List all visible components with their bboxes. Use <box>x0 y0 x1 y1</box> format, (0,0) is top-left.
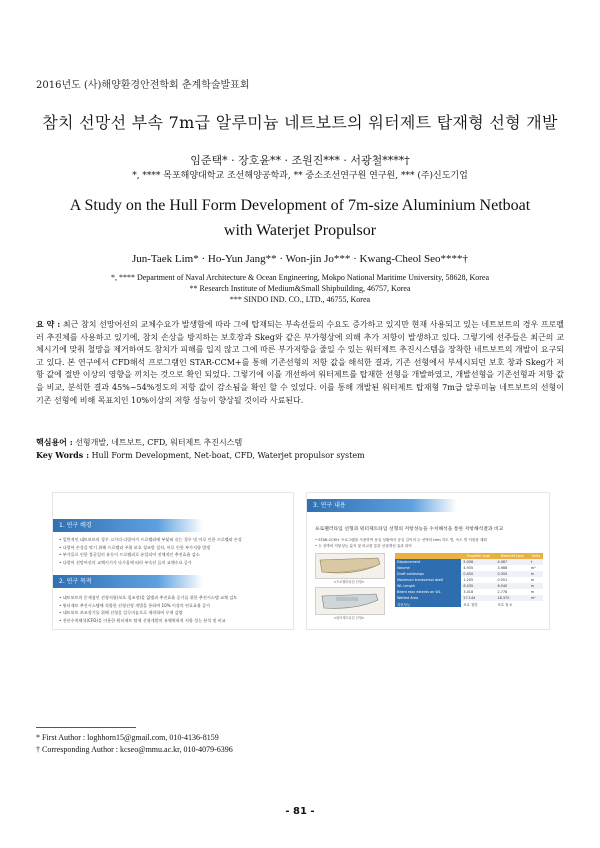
page-number: - 81 - <box>285 806 315 817</box>
list-item: • 부가물로 인한 불균일의 유동이 프로펠러로 유입되어 전체적인 추진효율 감소 <box>59 551 289 559</box>
waterjet-hull-caption: <워터제트타입 선형> <box>333 616 365 620</box>
table-cell: 보호 철 X <box>497 602 512 607</box>
table-cell: 4.087 <box>495 559 528 565</box>
section-2-list <box>59 594 289 624</box>
keywords-english-text: Hull Form Development, Net-boat, CFD, Waterjet propulsor system <box>91 451 365 460</box>
table-cell: 18.370 <box>495 595 528 601</box>
table-cell: 6.435 <box>461 583 495 589</box>
table-cell: 6.540 <box>495 583 528 589</box>
table-cell: Maximum transversal draft <box>395 577 461 583</box>
table-cell: 4.935 <box>463 566 474 570</box>
english-title-line-1: A Study on the Hull Form Development of 7m-size Aluminium Netboat <box>69 197 531 214</box>
section-1-list <box>59 536 289 566</box>
affiliation-3: *** SINDO IND. CO., LTD., 46755, Korea <box>229 295 371 304</box>
table-cell: Volume <box>395 565 461 571</box>
poster-panel-research-content <box>306 492 550 630</box>
section-1-title: 1. 연구 배경 <box>53 519 203 532</box>
abstract-label: 요 약 : <box>36 319 61 329</box>
poster-panel-background-purpose <box>52 492 294 630</box>
table-cell <box>529 601 543 607</box>
english-affiliations <box>0 272 600 305</box>
table-cell: 1.205 <box>463 578 474 582</box>
korean-title: 참치 선망선 부속 7m급 알루미늄 네트보트의 워터제트 탑재형 선형 개발 <box>42 113 558 132</box>
english-title-line-2: with Waterjet Propulsor <box>223 222 377 239</box>
propeller-hull-caption: <프로펠러타입 선형> <box>333 580 365 584</box>
table-cell: 3.018 <box>463 590 474 594</box>
list-item: • 일반적인 네트보트의 경우 고가의 다랑어가 프로펠러에 부딪혀 죽는 경우 및 이로 인한 프로펠러 손상 <box>59 536 289 544</box>
research-bullet: • STAR-CCM+ 프로그램을 사용하여 동일 상황에서 동일 길이의 두 선박의 trim 각도 별, 속도 별 저항을 계획 <box>315 537 487 543</box>
table-cell: 3.988 <box>497 566 508 570</box>
table-cell: 저항성능 <box>395 601 461 607</box>
table-cell: 0.350 <box>495 571 528 577</box>
korean-affiliations: *, **** 목포해양대학교 조선해양공학과, ** 중소조선연구원 연구원, *** (주)신도기업 <box>132 171 468 181</box>
korean-authors: 임준택* · 장호윤** · 조원진*** · 서광철****† <box>190 154 410 167</box>
section-2-title: 2. 연구 목적 <box>53 575 203 588</box>
table-cell: m <box>529 583 543 589</box>
waterjet-hull-image <box>315 587 385 615</box>
propeller-hull-image <box>315 553 385 579</box>
table-header: Propeller type <box>461 553 495 559</box>
table-cell: 0.450 <box>461 571 495 577</box>
table-header: Waterjet type <box>495 553 528 559</box>
hull-shape-icon <box>316 588 384 614</box>
keywords-korean-label: 핵심용어 : <box>36 437 73 447</box>
abstract-text: 최근 참치 선망어선의 교체수요가 발생함에 따라 그에 탑재되는 부속선들의 수요도 증가하고 있지만 현재 사용되고 있는 네트보트의 경우 프로펠러 추진체를 사용하고 있기에, 참치 손상을 방지하는 보호장과 Skeg와 같은 부가형상에 의해 추가 저항이 발생하고 있다. 그렇기에 선주들은 최근의 교체시기에 맞춰 철망을 제거하여도 참치가 피해를 입지 않고 그에 따른 부가저항을 줄일 수 있는 워터제트 추진시스템을 장착한 네트보트의 개발이 요구되고 있다. 본 연구에서 CFD해석 프로그램인 STAR-CCM+를 통해 기존선형의 저항 값을 해석한 결과, 기존 선형에서 부세시되던 보호 창과 Skeg가 저항 값에 절반 이상의 영향을 끼치는 것으로 확인 되었다. 그렇기에 이를 개선하여 워터제트를 탑재한 선형을 개발하였고, 개발선형을 기존선형과 저항 값을 비교, 분석한 결과 45%~54%정도의 저항 값이 감소됨을 확인 할 수 있었다. 이를 통해 개발된 워터제트 탑재형 7m급 알루미늄 네트보트의 선형이 기존 선형에 비해 목표치인 10%이상의 저항 성능이 향상될 것이라 사료된다. <box>36 320 565 405</box>
research-subtitle: 프로펠러타입 선형과 워터제트타입 선형의 저항성능을 수치해석을 통한 저항해석결과 비교 <box>315 527 504 532</box>
affiliation-2: ** Research Institute of Medium&Small Shipbuilding, 46757, Korea <box>189 284 411 293</box>
table-header: Units <box>529 553 543 559</box>
hull-shape-icon <box>316 554 384 578</box>
keywords-korean-text: 선형개발, 네트보트, CFD, 워터제트 추진시스템 <box>75 438 243 447</box>
list-item: • 전산수치해석(CFD)을 이용한 워터제트 탑재 선형개발의 유체역학적 저항 성능 분석 및 비교 <box>59 617 289 625</box>
table-cell: Beam max extents on WL <box>395 589 461 595</box>
table-cell: 보호 철망 <box>463 602 478 607</box>
table-cell: m³ <box>530 566 536 570</box>
table-cell: Wetted Area <box>395 595 461 601</box>
table-cell: t <box>529 559 543 565</box>
affiliation-1: *, **** Department of Naval Architecture & Ocean Engineering, Mokpo National Maritime University, 58628, Korea <box>110 273 490 282</box>
english-authors: Jun-Taek Lim* · Ho-Yun Jang** · Won-jin Jo*** · Kwang-Cheol Seo****† <box>131 253 469 265</box>
table-cell: m <box>529 571 543 577</box>
footnote-divider <box>36 727 136 728</box>
conference-header: 2016년도 (사)해양환경안전학회 춘계학술발표회 <box>36 80 250 91</box>
research-bullet: • 두 선박의 저항성능 분석 및 비교를 통한 선형개선 효과 파악 <box>315 543 487 549</box>
table-cell: 0.551 <box>497 578 508 582</box>
comparison-table <box>395 553 543 607</box>
abstract <box>36 318 564 407</box>
research-bullets <box>315 537 487 549</box>
list-item: • 다랑어 손상을 막기 위해 프로펠러 주위 보호 철조망 설치, 이로 인한 부가저항 발생 <box>59 544 289 552</box>
table-cell: m² <box>529 595 543 601</box>
table-cell: 2.778 <box>497 590 508 594</box>
table-cell: 27.144 <box>461 595 495 601</box>
table-row <box>395 601 543 607</box>
keywords-english <box>36 450 365 460</box>
section-3-title: 3. 연구 내용 <box>307 499 457 512</box>
list-item: • 워터제트 추진시스템에 적합한 선형선형 개발을 통하여 10% 이상의 연료효율 증가 <box>59 602 289 610</box>
table-cell: WL Length <box>395 583 461 589</box>
table-cell: m <box>530 578 535 582</box>
keywords-korean <box>36 437 242 448</box>
list-item: • 네트보트의 문제점인 선형저항(보호 철조망)을 없앰과 추진효율 증가를 위한 추진시스템 교체 검토 <box>59 594 289 602</box>
footnote-first-author: * First Author : loghhorn15@gmail.com, 010-4136-8159 <box>36 733 219 742</box>
list-item: • 네트보트 보조장기를 위해 선형을 알루미늄으로 제작하여 무게 감량 <box>59 609 289 617</box>
table-cell: Draft amidships <box>395 571 461 577</box>
table-cell: Displacement <box>395 559 461 565</box>
list-item: • 다랑어 선망어선의 교체시기가 다가옴에 따라 부속선 들의 교체수요 증가 <box>59 559 289 567</box>
footnote-corresponding-author: † Corresponding Author : kcseo@mmu.ac.kr, 010-4079-6396 <box>36 745 233 754</box>
table-cell: m <box>530 590 535 594</box>
table-cell: 5.058 <box>461 559 495 565</box>
english-title <box>0 193 600 243</box>
keywords-english-label: Key Words : <box>36 450 90 460</box>
